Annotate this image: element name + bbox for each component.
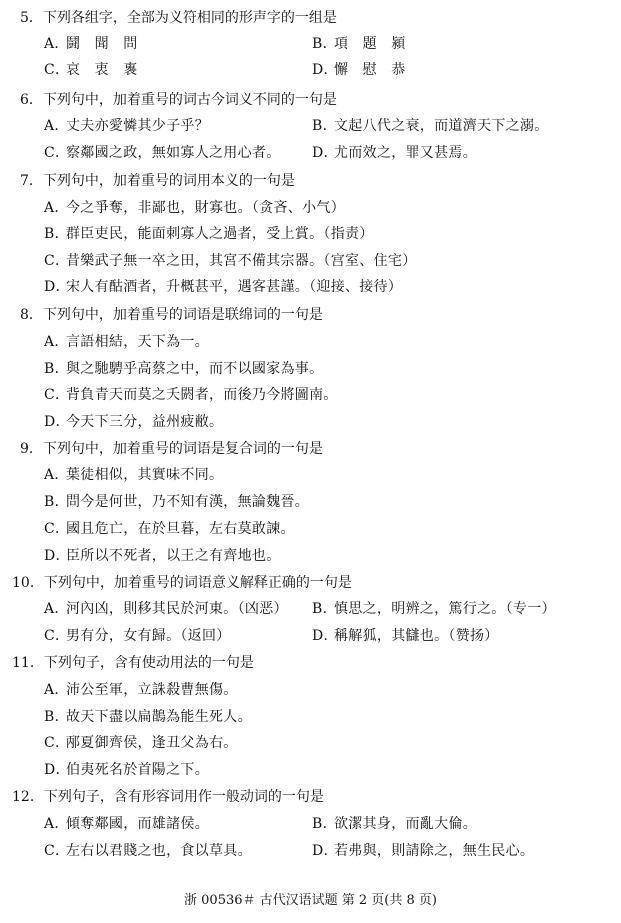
question-9-option-d: D．臣所以不死者，以王之有齊地也。 — [44, 548, 281, 564]
question-7-option-d: D．宋人有酤酒者，升概甚平，遇客甚謹。（迎接、接待） — [44, 279, 403, 295]
question-8-option-d: D．今天下三分，益州疲敝。 — [44, 414, 224, 430]
question-10-option-d: D．稱解狐，其讎也。（赞扬） — [312, 628, 499, 644]
question-6-option-d: D．尤而效之，罪又甚焉。 — [312, 145, 477, 161]
question-10-option-a: A．河內凶，則移其民於河東。（凶恶） — [44, 601, 288, 617]
question-12-option-a: A．傾奪鄰國，而雄諸侯。 — [44, 816, 209, 832]
question-6-option-c: C．察鄰國之政，無如寡人之用心者。 — [44, 145, 281, 161]
question-8-option-b: B．與之馳騁乎高蔡之中，而不以國家為事。 — [44, 361, 324, 377]
question-12-option-d: D．若弗與，則請除之，無生民心。 — [312, 843, 535, 859]
question-11-option-a: A．沛公至軍，立誅殺曹無傷。 — [44, 682, 238, 698]
question-10-stem: 10．下列句中，加着重号的词语意义解释正确的一句是 — [12, 575, 352, 591]
page-footer: 浙 00536＃ 古代汉语试题 第 2 页(共 8 页) — [184, 893, 437, 908]
question-7-option-c: C．昔樂武子無一卒之田，其宮不備其宗器。（宫室、住宅） — [44, 253, 417, 269]
question-5-option-c: C．哀 衷 褢 — [44, 62, 138, 78]
question-6-option-a: A．丈夫亦愛憐其少子乎？ — [44, 118, 209, 134]
question-5-stem: 5．下列各组字，全部为义符相同的形声字的一组是 — [20, 10, 337, 26]
question-11-option-d: D．伯夷死名於首陽之下。 — [44, 762, 209, 778]
question-12-option-c: C．左右以君賤之也，食以草具。 — [44, 843, 252, 859]
question-11-option-c: C．邴夏御齊侯，逢丑父為右。 — [44, 735, 238, 751]
question-5-option-b: B．項 題 潁 — [312, 36, 406, 52]
question-7-stem: 7．下列句中，加着重号的词用本义的一句是 — [20, 173, 295, 189]
question-8-option-c: C．背負青天而莫之夭閼者，而後乃今將圖南。 — [44, 387, 338, 403]
question-9-stem: 9．下列句中，加着重号的词语是复合词的一句是 — [20, 441, 323, 457]
question-8-stem: 8．下列句中，加着重号的词语是联绵词的一句是 — [20, 307, 323, 323]
question-7-option-b: B．群臣吏民，能面刺寡人之過者，受上賞。（指责） — [44, 226, 374, 242]
question-5-option-a: A．鬪 聞 問 — [44, 36, 138, 52]
question-12-stem: 12．下列句子，含有形容词用作一般动词的一句是 — [12, 789, 324, 805]
question-9-option-b: B．問今是何世，乃不知有漢，無論魏晉。 — [44, 494, 310, 510]
question-10-option-b: B．慎思之，明辨之，篤行之。（专一） — [312, 601, 556, 617]
question-9-option-a: A．葉徒相似，其實味不同。 — [44, 467, 224, 483]
question-9-option-c: C．國且危亡，在於旦暮，左右莫敢諫。 — [44, 521, 295, 537]
question-11-option-b: B．故天下盡以扁鵲為能生死人。 — [44, 709, 252, 725]
question-7-option-a: A．今之爭奪，非鄙也，財寡也。（贪吝、小气） — [44, 200, 345, 216]
question-5-option-d: D．懈 慰 恭 — [312, 62, 406, 78]
question-6-option-b: B．文起八代之衰，而道濟天下之溺。 — [312, 118, 549, 134]
question-8-option-a: A．言語相結，天下為一。 — [44, 334, 209, 350]
question-11-stem: 11．下列句子，含有使动用法的一句是 — [12, 655, 254, 671]
question-10-option-c: C．男有分，女有歸。（返回） — [44, 628, 231, 644]
question-12-option-b: B．欲潔其身，而亂大倫。 — [312, 816, 477, 832]
question-6-stem: 6．下列句中，加着重号的词古今词义不同的一句是 — [20, 92, 337, 108]
